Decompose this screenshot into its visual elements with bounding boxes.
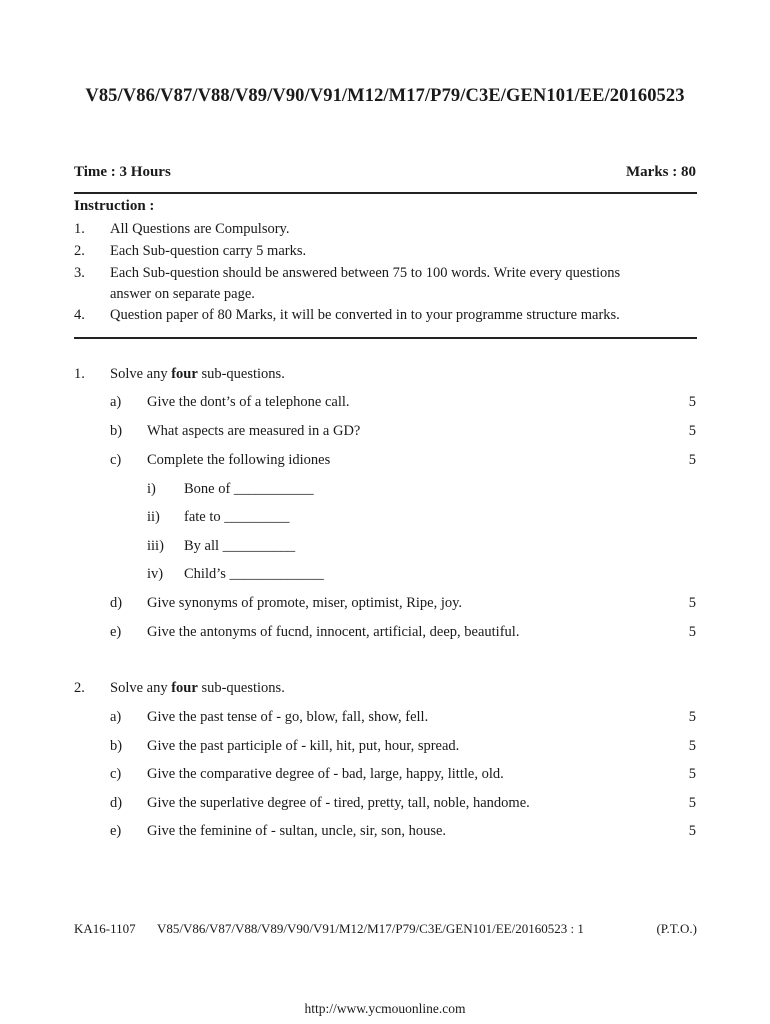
- sub-question-marks: 5: [688, 394, 696, 410]
- instruction-number: 1.: [74, 221, 85, 237]
- instruction-text: Question paper of 80 Marks, it will be converted in to your programme structure marks.: [110, 307, 620, 323]
- instruction-text: Each Sub-question carry 5 marks.: [110, 243, 307, 259]
- instruction-text-continued: answer on separate page.: [110, 286, 255, 302]
- sub-question-text: Give the superlative degree of - tired, pretty, tall, noble, handome.: [147, 795, 530, 811]
- question-number: 1.: [74, 366, 85, 382]
- sub-question-label: d): [110, 595, 123, 611]
- sub-question-text: What aspects are measured in a GD?: [147, 423, 361, 439]
- sub-question-marks: 5: [688, 709, 696, 725]
- footer-paper-id: KA16-1107: [74, 921, 136, 936]
- sub-question-label: d): [110, 795, 123, 811]
- idiom-text: Bone of ___________: [184, 481, 314, 497]
- paper-code-title: V85/V86/V87/V88/V89/V90/V91/M12/M17/P79/C3E/GEN101/EE/20160523: [85, 86, 685, 106]
- instruction-number: 2.: [74, 243, 85, 259]
- idiom-number: ii): [147, 509, 160, 525]
- footer-pto: (P.T.O.): [656, 921, 697, 936]
- sub-question-marks: 5: [688, 823, 696, 839]
- marks-label: Marks : 80: [626, 164, 696, 180]
- sub-question-label: b): [110, 738, 123, 754]
- sub-question-marks: 5: [688, 766, 696, 782]
- idiom-number: iii): [147, 538, 164, 554]
- sub-question-text: Give the comparative degree of - bad, large, happy, little, old.: [147, 766, 504, 782]
- sub-question-marks: 5: [688, 738, 696, 754]
- idiom-number: iv): [147, 566, 164, 582]
- instruction-number: 3.: [74, 265, 85, 281]
- instruction-text: Each Sub-question should be answered between 75 to 100 words. Write every questions: [110, 265, 621, 281]
- sub-question-label: e): [110, 624, 122, 640]
- time-label: Time : 3 Hours: [74, 164, 171, 180]
- instruction-text: All Questions are Compulsory.: [110, 221, 290, 237]
- sub-question-marks: 5: [688, 624, 696, 640]
- sub-question-label: e): [110, 823, 122, 839]
- sub-question-marks: 5: [688, 423, 696, 439]
- sub-question-text: Complete the following idiones: [147, 452, 331, 468]
- sub-question-text: Give the dont’s of a telephone call.: [147, 394, 350, 410]
- question-number: 2.: [74, 680, 85, 696]
- sub-question-text: Give the past participle of - kill, hit, put, hour, spread.: [147, 738, 460, 754]
- sub-question-label: c): [110, 452, 122, 468]
- divider-instructions: [74, 337, 697, 339]
- sub-question-text: Give the antonyms of fucnd, innocent, artificial, deep, beautiful.: [147, 624, 520, 640]
- sub-question-label: c): [110, 766, 122, 782]
- sub-question-label: a): [110, 394, 122, 410]
- question-prompt: Solve any four sub-questions.: [110, 366, 285, 382]
- idiom-text: By all __________: [184, 538, 296, 554]
- sub-question-label: a): [110, 709, 122, 725]
- sub-question-marks: 5: [688, 795, 696, 811]
- sub-question-marks: 5: [688, 595, 696, 611]
- sub-question-label: b): [110, 423, 123, 439]
- website-link[interactable]: http://www.ycmouonline.com: [304, 1001, 466, 1016]
- sub-question-text: Give the feminine of - sultan, uncle, sir, son, house.: [147, 823, 447, 839]
- instruction-heading: Instruction :: [74, 198, 155, 214]
- idiom-number: i): [147, 481, 156, 497]
- idiom-text: Child’s _____________: [184, 566, 324, 582]
- divider-top: [74, 192, 697, 194]
- sub-question-text: Give the past tense of - go, blow, fall, show, fell.: [147, 709, 429, 725]
- sub-question-marks: 5: [688, 452, 696, 468]
- sub-question-text: Give synonyms of promote, miser, optimist, Ripe, joy.: [147, 595, 463, 611]
- instruction-number: 4.: [74, 307, 85, 323]
- idiom-text: fate to _________: [184, 509, 290, 525]
- footer-page-code: V85/V86/V87/V88/V89/V90/V91/M12/M17/P79/C3E/GEN101/EE/20160523 : 1: [157, 921, 584, 936]
- question-prompt: Solve any four sub-questions.: [110, 680, 285, 696]
